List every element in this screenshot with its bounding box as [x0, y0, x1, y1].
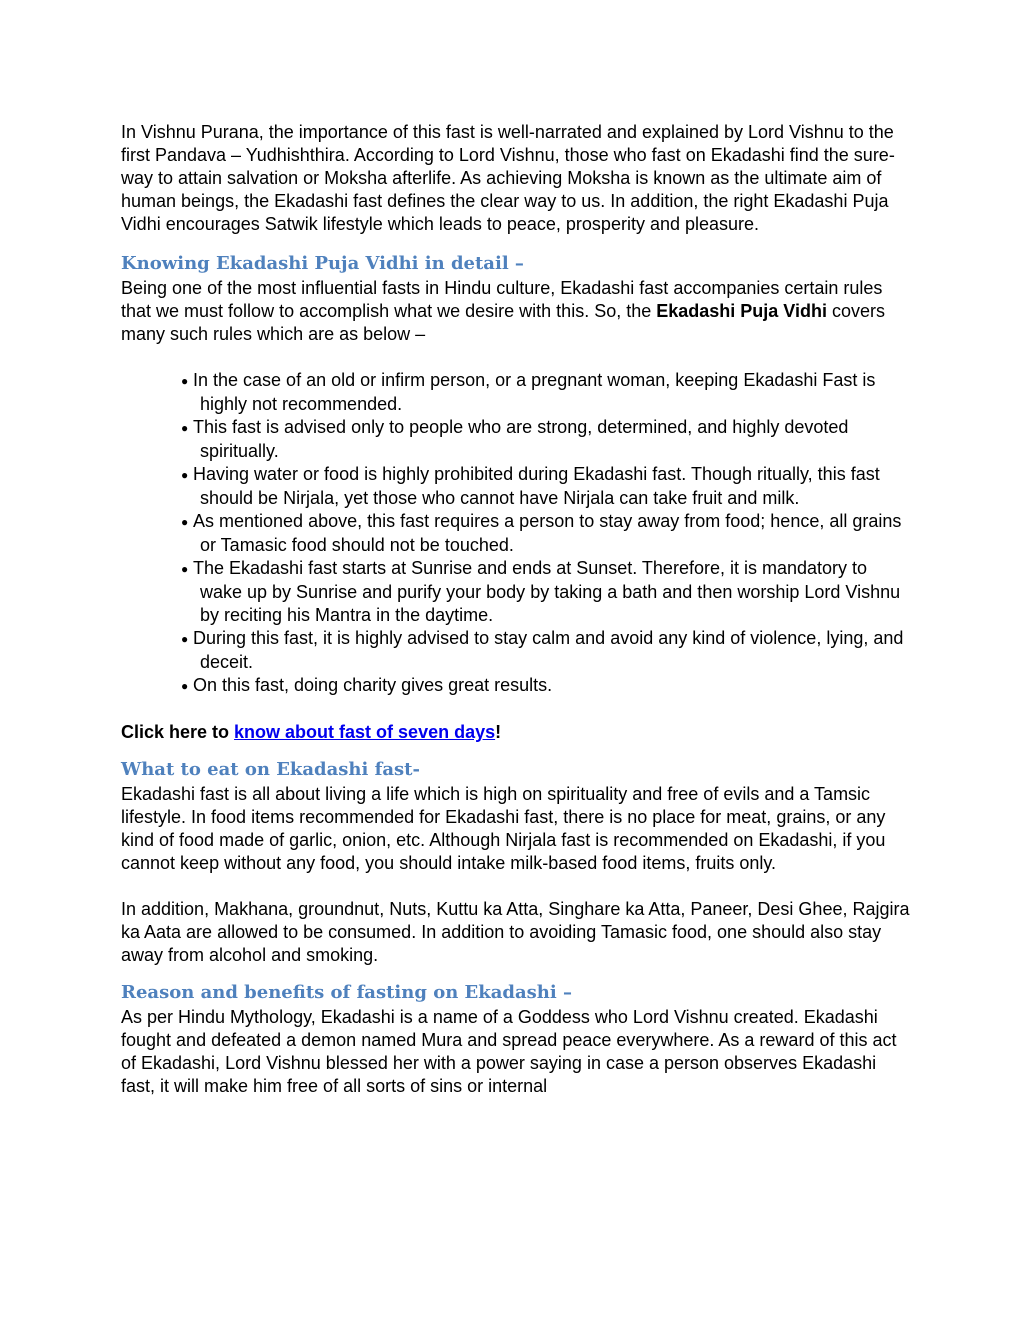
click-suffix: !	[495, 722, 502, 742]
click-here-line	[121, 721, 911, 744]
click-prefix: Click here to	[121, 722, 235, 742]
rules-list	[121, 369, 911, 698]
list-item	[121, 369, 911, 416]
document-page	[121, 121, 911, 1098]
puja-vidhi-text-before: Being one of the most influential fasts in Hindu culture, Ekadashi fast accompanies certain rules that we must follow to accomplish what we desire with this. So, the	[121, 278, 883, 321]
what-to-eat-paragraph-1: Ekadashi fast is all about living a life which is high on spirituality and free of evils and a Tamsic lifestyle. In food items recommended for Ekadashi fast, there is no place for meat, grains, or any kind of food made of garlic, onion, etc. Although Nirjala fast is recommended on Ekadashi, if you cannot keep without any food, you should intake milk-based food items, fruits only.	[121, 784, 886, 873]
list-item-text: The Ekadashi fast starts at Sunrise and ends at Sunset. Therefore, it is mandatory to wake up by Sunrise and purify your body by taking a bath and then worship Lord Vishnu by reciting his Mantra in the daytime.	[193, 558, 901, 625]
list-item	[121, 463, 911, 510]
bullet-icon: ●	[181, 632, 189, 646]
list-item-text: Having water or food is highly prohibited during Ekadashi fast. Though ritually, this fast should be Nirjala, yet those who cannot have Nirjala can take fruit and milk.	[193, 464, 880, 508]
section-heading-puja-vidhi: Knowing Ekadashi Puja Vidhi in detail –	[121, 253, 524, 274]
list-item-text: On this fast, doing charity gives great results.	[193, 675, 553, 695]
bullet-icon: ●	[181, 515, 189, 529]
list-item-text: As mentioned above, this fast requires a person to stay away from food; hence, all grains or Tamasic food should not be touched.	[193, 511, 902, 555]
puja-vidhi-text-after: covers many such rules which are as below –	[121, 301, 886, 344]
list-item-text: In the case of an old or infirm person, or a pregnant woman, keeping Ekadashi Fast is highly not recommended.	[193, 370, 876, 414]
seven-days-fast-link[interactable]: know about fast of seven days	[234, 722, 496, 742]
list-item	[121, 416, 911, 463]
list-item	[121, 674, 911, 698]
section-heading-reason-benefits: Reason and benefits of fasting on Ekadashi –	[121, 982, 572, 1003]
bullet-icon: ●	[181, 468, 189, 482]
reason-benefits-paragraph: As per Hindu Mythology, Ekadashi is a name of a Goddess who Lord Vishnu created. Ekadashi fought and defeated a demon named Mura and spread peace everywhere. As a reward of this act of Ekadashi, Lord Vishnu blessed her with a power saying in case a person observes Ekadashi fast, it will make him free of all sorts of sins or internal	[121, 1007, 897, 1096]
list-item-text: This fast is advised only to people who are strong, determined, and highly devoted spiritually.	[193, 417, 849, 461]
puja-vidhi-bold-term: Ekadashi Puja Vidhi	[656, 301, 827, 321]
bullet-icon: ●	[181, 374, 189, 388]
bullet-icon: ●	[181, 421, 189, 435]
list-item-text: During this fast, it is highly advised to stay calm and avoid any kind of violence, lying, and deceit.	[193, 628, 904, 672]
puja-vidhi-paragraph	[121, 277, 911, 346]
section-heading-what-to-eat: What to eat on Ekadashi fast-	[121, 759, 420, 780]
list-item	[121, 557, 911, 627]
bullet-icon: ●	[181, 679, 189, 693]
bullet-icon: ●	[181, 562, 189, 576]
list-item	[121, 510, 911, 557]
intro-paragraph: In Vishnu Purana, the importance of this fast is well-narrated and explained by Lord Vishnu to the first Pandava – Yudhishthira. According to Lord Vishnu, those who fast on Ekadashi find the sure-way to attain salvation or Moksha afterlife. As achieving Moksha is known as the ultimate aim of human beings, the Ekadashi fast defines the clear way to us. In addition, the right Ekadashi Puja Vidhi encourages Satwik lifestyle which leads to peace, prosperity and pleasure.	[121, 122, 895, 234]
list-item	[121, 627, 911, 674]
what-to-eat-paragraph-2: In addition, Makhana, groundnut, Nuts, Kuttu ka Atta, Singhare ka Atta, Paneer, Desi Ghee, Rajgira ka Aata are allowed to be consumed. In addition to avoiding Tamasic food, one should also stay away from alcohol and smoking.	[121, 899, 910, 965]
